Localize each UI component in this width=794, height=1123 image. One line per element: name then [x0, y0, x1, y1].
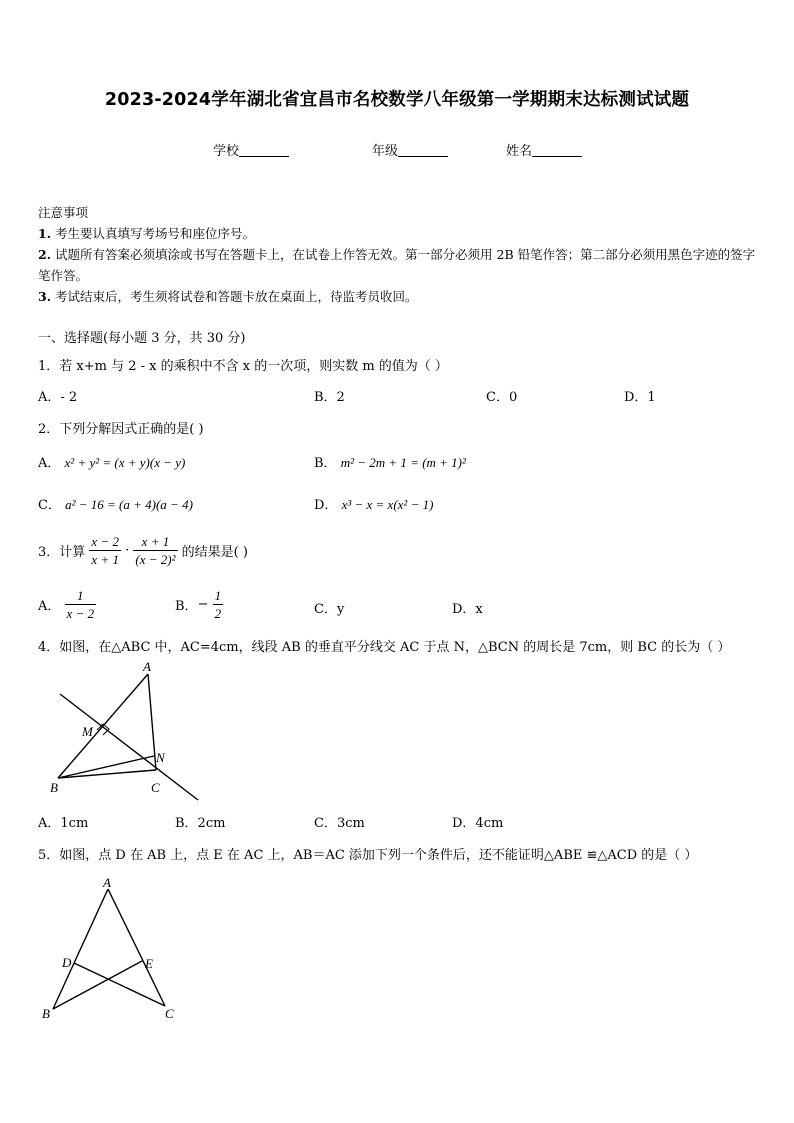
q4-stem: 4．如图，在△ABC 中，AC=4cm，线段 AB 的垂直平分线交 AC 于点 N，△BCN 的周长是 7cm，则 BC 的长为（ ）	[38, 640, 731, 655]
note-item-3	[38, 286, 760, 307]
q5-stem: 5．如图，点 D 在 AB 上，点 E 在 AC 上，AB＝AC 添加下列一个条件后，还不能证明△ABE ≌△ACD 的是（ ）	[38, 848, 698, 863]
q4-figure	[40, 658, 210, 808]
name-label: 姓名	[506, 144, 533, 159]
name-field	[506, 140, 582, 159]
q4-option-d: D．4cm	[452, 816, 504, 831]
q2-expr-a: x² + y² = (x + y)(x − y)	[64, 455, 186, 470]
q3-label-a: A．	[38, 599, 61, 614]
note-item-1	[38, 223, 760, 244]
q2-option-a	[38, 452, 185, 471]
note-text-1: 考生要认真填写考场号和座位序号。	[55, 226, 256, 241]
q2-stem: 2．下列分解因式正确的是( )	[38, 422, 204, 437]
q3-b-sign: −	[197, 597, 209, 612]
q3-option-b	[175, 587, 223, 622]
note-num-3: 3.	[38, 289, 52, 304]
q3-option-a	[38, 587, 96, 622]
school-blank	[239, 143, 289, 157]
q3-label-b: B．	[175, 599, 198, 614]
q1-stem: 1．若 x+m 与 2 - x 的乘积中不含 x 的一次项，则实数 m 的值为（ ）	[38, 359, 448, 374]
note-num-1: 1.	[38, 226, 52, 241]
label-a: A	[143, 659, 151, 674]
q2-label-b: B．	[314, 456, 337, 471]
line-ac	[148, 674, 156, 770]
q2-option-c	[38, 494, 193, 513]
note-text-3: 考试结束后，考生须将试卷和答题卡放在桌面上，待监考员收回。	[55, 289, 418, 304]
grade-label: 年级	[372, 144, 399, 159]
line-ab	[58, 674, 148, 778]
section1-label: 一、选择题(每小题 3 分，共 30 分)	[38, 331, 246, 346]
q2-label-c: C．	[38, 498, 61, 513]
grade-field	[372, 140, 448, 159]
q4-option-c: C．3cm	[314, 816, 365, 831]
q3-a-denominator: x − 2	[66, 606, 95, 621]
label-n: N	[156, 750, 165, 765]
q1-option-b: B．2	[314, 390, 345, 405]
q2-expr-b: m² − 2m + 1 = (m + 1)²	[340, 455, 466, 470]
q4-option-b: B．2cm	[175, 816, 226, 831]
label-m: M	[82, 724, 93, 739]
perpendicular-bisector	[60, 694, 198, 800]
q3-b-fraction	[213, 587, 224, 622]
line-ac	[108, 889, 165, 1006]
q2-expr-d: x³ − x = x(x² − 1)	[341, 497, 434, 512]
note-num-2: 2.	[38, 247, 52, 262]
q1-option-c: C．0	[486, 390, 518, 405]
page-title: 2023-2024学年湖北省宜昌市名校数学八年级第一学期期末达标测试试题	[104, 90, 690, 110]
q3-fraction-2	[133, 533, 177, 568]
label-c: C	[165, 1006, 174, 1021]
label-d: D	[62, 955, 72, 970]
q2-label-d: D．	[314, 498, 338, 513]
q2-option-d	[314, 494, 433, 513]
q3-a-fraction	[65, 587, 97, 622]
q3-prefix: 3．计算	[38, 545, 86, 560]
q4-option-a: A．1cm	[38, 816, 89, 831]
q3-f2-numerator: x + 1	[133, 533, 177, 551]
q3-option-d: D．x	[452, 602, 483, 617]
label-b: B	[42, 1006, 50, 1021]
q3-stem	[38, 533, 248, 568]
q2-option-b	[314, 452, 466, 471]
grade-blank	[398, 143, 448, 157]
q1-option-d: D．1	[624, 390, 656, 405]
q3-b-numerator: 1	[214, 588, 222, 603]
note-text-2: 试题所有答案必须填涂或书写在答题卡上，在试卷上作答无效。第一部分必须用 2B 铅笔作答；第二部分必须用黑色字迹的签字笔作答。	[38, 247, 756, 283]
q1-option-a: A．- 2	[38, 390, 78, 405]
q3-dot: ·	[125, 543, 130, 558]
q5-figure	[38, 872, 188, 1027]
name-blank	[532, 143, 582, 157]
q3-suffix: 的结果是( )	[181, 545, 248, 560]
note-item-2	[38, 244, 760, 286]
label-e: E	[145, 956, 153, 971]
q2-expr-c: a² − 16 = (a + 4)(a − 4)	[65, 497, 193, 512]
q2-label-a: A．	[38, 456, 61, 471]
q3-b-denominator: 2	[214, 606, 222, 621]
q3-f1-numerator: x − 2	[91, 534, 119, 549]
notes-block	[38, 202, 760, 307]
q3-f1-denominator: x + 1	[91, 552, 119, 567]
label-c: C	[151, 780, 160, 795]
label-b: B	[50, 780, 58, 795]
q3-a-numerator: 1	[65, 587, 97, 605]
school-label: 学校	[213, 144, 240, 159]
label-a: A	[103, 875, 111, 890]
q3-option-c: C．y	[314, 602, 345, 617]
line-ab	[53, 889, 108, 1009]
notes-heading: 注意事项	[38, 205, 89, 220]
q3-fraction-1	[89, 533, 121, 568]
school-field	[213, 140, 289, 159]
q3-f2-denominator: (x − 2)²	[135, 552, 176, 567]
